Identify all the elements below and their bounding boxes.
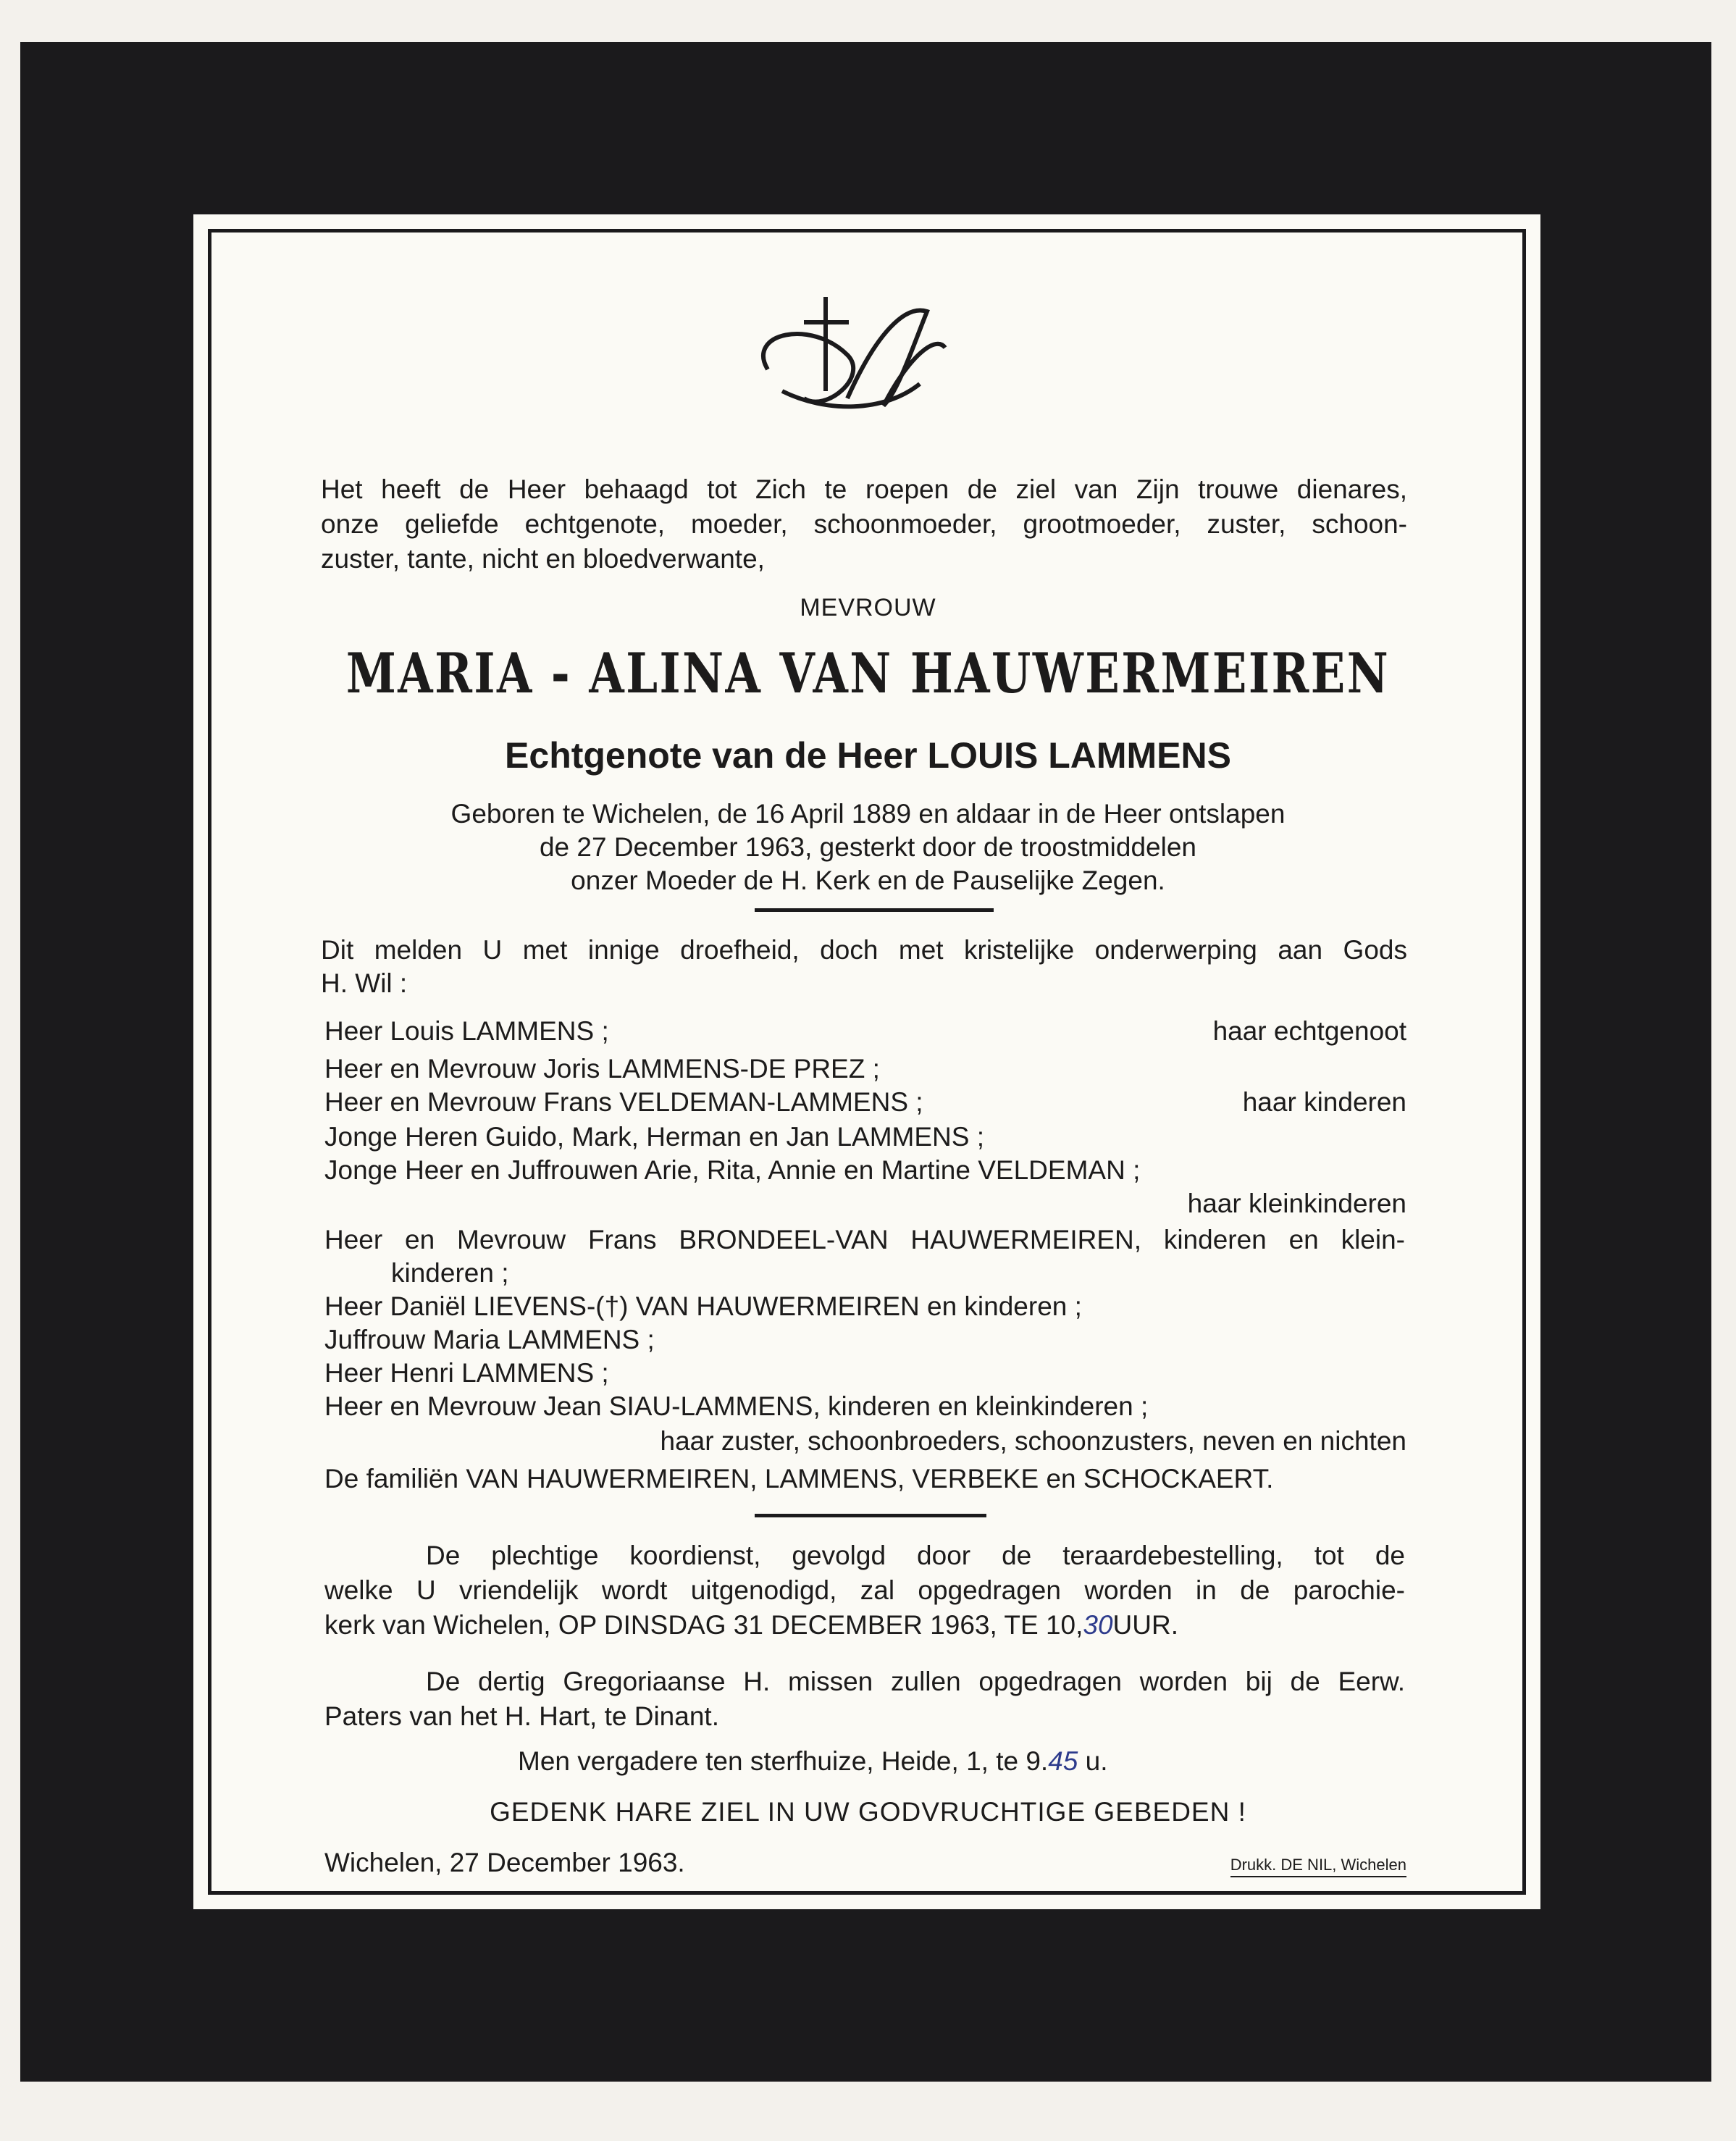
meeting-text: Men vergadere ten sterfhuize, Heide, 1, te 9. — [518, 1746, 1049, 1776]
role-siblings: haar zuster, schoonbroeders, schoonzusters, neven en nichten — [660, 1426, 1406, 1456]
masses-line-2: Paters van het H. Hart, te Dinant. — [324, 1701, 719, 1731]
service-line-3-end: UUR. — [1112, 1610, 1178, 1640]
family-husband: Heer Louis LAMMENS ; — [324, 1016, 609, 1046]
service-line-3-text: kerk van Wichelen, OP DINSDAG 31 DECEMBER 1963, TE 10, — [324, 1610, 1083, 1640]
family-sibling-1b: kinderen ; — [391, 1258, 509, 1288]
family-grandchildren-1: Jonge Heren Guido, Mark, Herman en Jan LAMMENS ; — [324, 1122, 984, 1152]
prayer-line: GEDENK HARE ZIEL IN UW GODVRUCHTIGE GEBEDEN ! — [490, 1797, 1246, 1827]
family-child-2: Heer en Mevrouw Frans VELDEMAN-LAMMENS ; — [324, 1087, 923, 1117]
service-line-2: welke U vriendelijk wordt uitgenodigd, zal opgedragen worden in de parochie- — [324, 1575, 1405, 1605]
birth-line-1: Geboren te Wichelen, de 16 April 1889 en aldaar in de Heer ontslapen — [450, 799, 1286, 829]
intro-line-3: zuster, tante, nicht en bloedverwante, — [321, 544, 765, 574]
intro-line-1: Het heeft de Heer behaagd tot Zich te roepen de ziel van Zijn trouwe dienares, — [321, 474, 1407, 504]
announce-line-2: H. Wil : — [321, 968, 408, 998]
service-line-3 — [324, 1608, 1178, 1643]
family-lines: De familiën VAN HAUWERMEIREN, LAMMENS, VERBEKE en SCHOCKAERT. — [324, 1464, 1274, 1493]
role-husband: haar echtgenoot — [1212, 1016, 1406, 1046]
place-date: Wichelen, 27 December 1963. — [324, 1848, 685, 1877]
printer-credit: Drukk. DE NIL, Wichelen — [1230, 1854, 1406, 1877]
handwritten-time: 30 — [1083, 1610, 1113, 1640]
divider-1 — [755, 908, 994, 912]
title-mevrouw: MEVROUW — [800, 594, 936, 621]
deceased-name: MARIA - ALINA VAN HAUWERMEIREN — [345, 641, 1391, 705]
spouse-line: Echtgenote van de Heer LOUIS LAMMENS — [505, 735, 1231, 776]
family-sibling-1a: Heer en Mevrouw Frans BRONDEEL-VAN HAUWERMEIREN, kinderen en klein- — [324, 1225, 1405, 1254]
announce-line-1: Dit melden U met innige droefheid, doch met kristelijke onderwerping aan Gods — [321, 935, 1407, 965]
service-line-1: De plechtige koordienst, gevolgd door de teraardebestelling, tot de — [426, 1541, 1405, 1570]
family-sibling-4: Heer Henri LAMMENS ; — [324, 1358, 609, 1388]
family-sibling-3: Juffrouw Maria LAMMENS ; — [324, 1325, 655, 1354]
birth-line-2: de 27 December 1963, gesterkt door de troostmiddelen — [539, 832, 1197, 862]
masses-line-1: De dertig Gregoriaanse H. missen zullen opgedragen worden bij de Eerw. — [426, 1667, 1405, 1696]
role-grandchildren: haar kleinkinderen — [1187, 1189, 1406, 1218]
meeting-line — [518, 1744, 1108, 1779]
birth-line-3: onzer Moeder de H. Kerk en de Pauselijke Zegen. — [571, 866, 1165, 895]
family-sibling-2: Heer Daniël LIEVENS-(†) VAN HAUWERMEIREN en kinderen ; — [324, 1291, 1082, 1321]
family-sibling-5: Heer en Mevrouw Jean SIAU-LAMMENS, kinderen en kleinkinderen ; — [324, 1391, 1149, 1421]
meeting-end: u. — [1078, 1746, 1108, 1776]
role-children: haar kinderen — [1242, 1087, 1406, 1117]
divider-2 — [755, 1514, 986, 1517]
cross-monogram-logo — [739, 290, 956, 435]
handwritten-meeting-time: 45 — [1048, 1746, 1078, 1776]
family-grandchildren-2: Jonge Heer en Juffrouwen Arie, Rita, Annie en Martine VELDEMAN ; — [324, 1155, 1141, 1185]
family-child-1: Heer en Mevrouw Joris LAMMENS-DE PREZ ; — [324, 1054, 880, 1084]
intro-line-2: onze geliefde echtgenote, moeder, schoonmoeder, grootmoeder, zuster, schoon- — [321, 509, 1407, 539]
